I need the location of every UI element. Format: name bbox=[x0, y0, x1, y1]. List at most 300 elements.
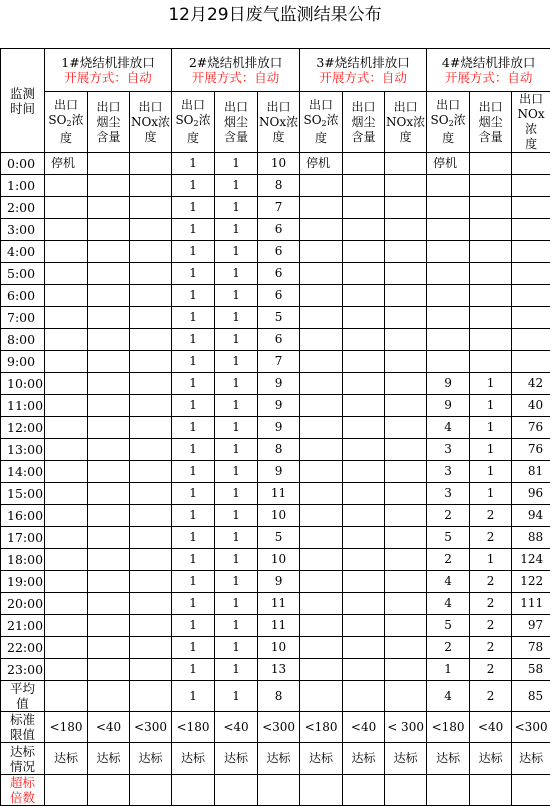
value-cell: 1 bbox=[215, 351, 258, 373]
time-cell: 6:00 bbox=[1, 285, 45, 307]
value-cell bbox=[88, 351, 130, 373]
value-cell bbox=[343, 571, 385, 593]
group-header-1: 1#烧结机排放口 开展方式：自动 bbox=[45, 49, 172, 92]
value-cell bbox=[300, 329, 343, 351]
exceed-cell bbox=[130, 775, 172, 806]
value-cell: 10 bbox=[258, 153, 300, 175]
value-cell bbox=[130, 549, 172, 571]
time-cell: 13:00 bbox=[1, 439, 45, 461]
value-cell bbox=[470, 329, 512, 351]
table-row bbox=[1, 593, 550, 615]
value-cell bbox=[512, 351, 550, 373]
limits-cell: <40 bbox=[343, 712, 385, 743]
value-cell: 1 bbox=[172, 153, 215, 175]
emission-monitoring-table bbox=[0, 48, 550, 806]
value-cell: 1 bbox=[172, 527, 215, 549]
exceed-cell bbox=[258, 775, 300, 806]
value-cell: 4 bbox=[427, 571, 470, 593]
time-cell: 20:00 bbox=[1, 593, 45, 615]
value-cell: 1 bbox=[215, 549, 258, 571]
value-cell: 2 bbox=[470, 637, 512, 659]
group-header-3: 3#烧结机排放口 开展方式：自动 bbox=[300, 49, 427, 92]
value-cell: 1 bbox=[427, 659, 470, 681]
value-cell: 10 bbox=[258, 505, 300, 527]
value-cell: 8 bbox=[258, 175, 300, 197]
value-cell: 122 bbox=[512, 571, 550, 593]
value-cell bbox=[427, 329, 470, 351]
value-cell: 1 bbox=[215, 373, 258, 395]
time-cell: 8:00 bbox=[1, 329, 45, 351]
limits-cell: <180 bbox=[427, 712, 470, 743]
value-cell bbox=[300, 593, 343, 615]
value-cell bbox=[300, 417, 343, 439]
average-cell bbox=[130, 681, 172, 712]
value-cell: 1 bbox=[215, 461, 258, 483]
value-cell: 6 bbox=[258, 285, 300, 307]
value-cell bbox=[470, 219, 512, 241]
value-cell bbox=[385, 219, 427, 241]
exceed-cell bbox=[88, 775, 130, 806]
time-cell: 2:00 bbox=[1, 197, 45, 219]
value-cell bbox=[130, 351, 172, 373]
value-cell: 1 bbox=[215, 307, 258, 329]
value-cell: 42 bbox=[512, 373, 550, 395]
value-cell bbox=[512, 219, 550, 241]
nox-column-header: 出口 NOx浓 度 bbox=[130, 92, 172, 153]
value-cell: 1 bbox=[215, 395, 258, 417]
limits-cell: <40 bbox=[470, 712, 512, 743]
value-cell bbox=[130, 659, 172, 681]
value-cell: 1 bbox=[215, 241, 258, 263]
value-cell bbox=[300, 395, 343, 417]
table-row bbox=[1, 527, 550, 549]
so2-column-header: 出口 $SO_2$浓 度 bbox=[45, 92, 88, 153]
value-cell: 5 bbox=[427, 527, 470, 549]
value-cell bbox=[45, 505, 88, 527]
value-cell bbox=[470, 351, 512, 373]
value-cell bbox=[470, 197, 512, 219]
value-cell bbox=[385, 483, 427, 505]
value-cell: 1 bbox=[172, 637, 215, 659]
value-cell bbox=[88, 439, 130, 461]
value-cell bbox=[300, 373, 343, 395]
table-row bbox=[1, 263, 550, 285]
value-cell bbox=[385, 241, 427, 263]
value-cell bbox=[45, 615, 88, 637]
value-cell: 2 bbox=[470, 527, 512, 549]
value-cell bbox=[385, 417, 427, 439]
value-cell bbox=[300, 659, 343, 681]
value-cell: 8 bbox=[258, 439, 300, 461]
nox-column-header: 出口 NOx浓 度 bbox=[512, 92, 550, 153]
mode-label: 开展方式：自动 bbox=[319, 70, 407, 85]
table-row bbox=[1, 373, 550, 395]
value-cell bbox=[45, 659, 88, 681]
time-cell: 4:00 bbox=[1, 241, 45, 263]
value-cell bbox=[300, 351, 343, 373]
value-cell bbox=[130, 307, 172, 329]
value-cell bbox=[45, 439, 88, 461]
value-cell: 1 bbox=[215, 571, 258, 593]
value-cell: 1 bbox=[172, 351, 215, 373]
value-cell bbox=[385, 615, 427, 637]
value-cell: 1 bbox=[172, 219, 215, 241]
value-cell bbox=[88, 197, 130, 219]
time-cell: 19:00 bbox=[1, 571, 45, 593]
value-cell bbox=[300, 219, 343, 241]
limits-row bbox=[1, 712, 550, 743]
value-cell bbox=[130, 241, 172, 263]
group-header-4: 4#烧结机排放口 开展方式：自动 bbox=[427, 49, 550, 92]
header-row-parameters bbox=[1, 92, 550, 153]
time-cell: 18:00 bbox=[1, 549, 45, 571]
exceed-row bbox=[1, 775, 550, 806]
limits-cell: <40 bbox=[88, 712, 130, 743]
value-cell: 2 bbox=[470, 659, 512, 681]
value-cell bbox=[45, 549, 88, 571]
value-cell: 5 bbox=[258, 307, 300, 329]
value-cell bbox=[385, 263, 427, 285]
value-cell bbox=[45, 241, 88, 263]
average-cell: 1 bbox=[172, 681, 215, 712]
mode-label: 开展方式：自动 bbox=[444, 70, 533, 85]
table-row bbox=[1, 549, 550, 571]
value-cell bbox=[88, 505, 130, 527]
value-cell bbox=[512, 175, 550, 197]
value-cell bbox=[470, 241, 512, 263]
value-cell bbox=[88, 571, 130, 593]
value-cell bbox=[300, 175, 343, 197]
value-cell: 10 bbox=[258, 637, 300, 659]
compliance-label: 达标 情况 bbox=[1, 743, 45, 775]
value-cell: 1 bbox=[215, 329, 258, 351]
value-cell bbox=[470, 175, 512, 197]
value-cell bbox=[343, 351, 385, 373]
value-cell bbox=[88, 285, 130, 307]
value-cell bbox=[300, 307, 343, 329]
table-row bbox=[1, 285, 550, 307]
value-cell bbox=[427, 263, 470, 285]
value-cell bbox=[385, 637, 427, 659]
table-row bbox=[1, 615, 550, 637]
value-cell: 13 bbox=[258, 659, 300, 681]
exceed-label: 超标 倍数 bbox=[1, 775, 45, 806]
value-cell bbox=[427, 219, 470, 241]
value-cell: 1 bbox=[215, 285, 258, 307]
value-cell bbox=[343, 417, 385, 439]
value-cell: 76 bbox=[512, 417, 550, 439]
value-cell bbox=[385, 153, 427, 175]
value-cell bbox=[45, 483, 88, 505]
value-cell: 1 bbox=[215, 659, 258, 681]
compliance-cell: 达标 bbox=[45, 743, 88, 775]
value-cell bbox=[343, 175, 385, 197]
value-cell bbox=[88, 175, 130, 197]
value-cell bbox=[470, 263, 512, 285]
time-cell: 23:00 bbox=[1, 659, 45, 681]
compliance-cell: 达标 bbox=[385, 743, 427, 775]
value-cell: 97 bbox=[512, 615, 550, 637]
average-cell: 2 bbox=[470, 681, 512, 712]
value-cell bbox=[470, 285, 512, 307]
value-cell: 4 bbox=[427, 417, 470, 439]
value-cell: 1 bbox=[172, 593, 215, 615]
value-cell: 1 bbox=[172, 373, 215, 395]
value-cell bbox=[130, 637, 172, 659]
value-cell bbox=[385, 527, 427, 549]
value-cell bbox=[343, 505, 385, 527]
average-cell bbox=[343, 681, 385, 712]
exceed-cell bbox=[512, 775, 550, 806]
value-cell bbox=[45, 197, 88, 219]
average-cell: 1 bbox=[215, 681, 258, 712]
table-row bbox=[1, 659, 550, 681]
average-cell bbox=[385, 681, 427, 712]
compliance-cell: 达标 bbox=[130, 743, 172, 775]
value-cell: 2 bbox=[470, 571, 512, 593]
value-cell bbox=[130, 197, 172, 219]
value-cell: 1 bbox=[172, 197, 215, 219]
value-cell: 81 bbox=[512, 461, 550, 483]
dust-column-header: 出口 烟尘 含量 bbox=[215, 92, 258, 153]
value-cell: 6 bbox=[258, 263, 300, 285]
value-cell: 58 bbox=[512, 659, 550, 681]
dust-column-header: 出口 烟尘 含量 bbox=[343, 92, 385, 153]
average-label: 平均 值 bbox=[1, 681, 45, 712]
compliance-cell: 达标 bbox=[258, 743, 300, 775]
value-cell: 10 bbox=[258, 549, 300, 571]
average-cell bbox=[45, 681, 88, 712]
value-cell bbox=[512, 197, 550, 219]
time-cell: 14:00 bbox=[1, 461, 45, 483]
exceed-cell bbox=[172, 775, 215, 806]
value-cell bbox=[427, 197, 470, 219]
value-cell bbox=[300, 571, 343, 593]
value-cell bbox=[45, 329, 88, 351]
value-cell bbox=[88, 241, 130, 263]
value-cell: 11 bbox=[258, 593, 300, 615]
value-cell bbox=[88, 527, 130, 549]
value-cell bbox=[88, 615, 130, 637]
group-header-2: 2#烧结机排放口 开展方式：自动 bbox=[172, 49, 300, 92]
value-cell: 6 bbox=[258, 241, 300, 263]
value-cell: 3 bbox=[427, 439, 470, 461]
value-cell bbox=[45, 263, 88, 285]
table-row bbox=[1, 175, 550, 197]
table-row bbox=[1, 461, 550, 483]
value-cell bbox=[512, 263, 550, 285]
exceed-cell bbox=[215, 775, 258, 806]
value-cell bbox=[130, 571, 172, 593]
value-cell: 5 bbox=[427, 615, 470, 637]
value-cell bbox=[130, 219, 172, 241]
compliance-cell: 达标 bbox=[427, 743, 470, 775]
value-cell bbox=[512, 285, 550, 307]
value-cell bbox=[343, 373, 385, 395]
time-cell: 17:00 bbox=[1, 527, 45, 549]
value-cell: 1 bbox=[215, 505, 258, 527]
value-cell: 1 bbox=[172, 241, 215, 263]
table-row bbox=[1, 351, 550, 373]
value-cell: 1 bbox=[172, 285, 215, 307]
value-cell bbox=[385, 307, 427, 329]
value-cell bbox=[45, 351, 88, 373]
average-cell: 8 bbox=[258, 681, 300, 712]
value-cell bbox=[130, 483, 172, 505]
value-cell bbox=[130, 527, 172, 549]
value-cell: 1 bbox=[470, 417, 512, 439]
value-cell bbox=[300, 505, 343, 527]
value-cell: 111 bbox=[512, 593, 550, 615]
value-cell: 1 bbox=[172, 549, 215, 571]
nox-column-header: 出口 NOx浓 度 bbox=[385, 92, 427, 153]
value-cell: 94 bbox=[512, 505, 550, 527]
time-cell: 1:00 bbox=[1, 175, 45, 197]
value-cell bbox=[343, 285, 385, 307]
table-row bbox=[1, 153, 550, 175]
value-cell: 3 bbox=[427, 483, 470, 505]
value-cell bbox=[45, 285, 88, 307]
value-cell bbox=[512, 329, 550, 351]
value-cell bbox=[130, 505, 172, 527]
value-cell bbox=[343, 637, 385, 659]
value-cell: 停机 bbox=[300, 153, 343, 175]
value-cell: 1 bbox=[215, 439, 258, 461]
value-cell bbox=[427, 175, 470, 197]
limits-cell: <300 bbox=[130, 712, 172, 743]
value-cell bbox=[130, 373, 172, 395]
value-cell: 11 bbox=[258, 483, 300, 505]
value-cell bbox=[385, 549, 427, 571]
average-cell bbox=[300, 681, 343, 712]
table-row bbox=[1, 307, 550, 329]
value-cell bbox=[343, 329, 385, 351]
value-cell bbox=[300, 197, 343, 219]
compliance-cell: 达标 bbox=[343, 743, 385, 775]
value-cell bbox=[45, 373, 88, 395]
value-cell: 1 bbox=[215, 483, 258, 505]
value-cell: 40 bbox=[512, 395, 550, 417]
value-cell bbox=[45, 175, 88, 197]
table-row bbox=[1, 197, 550, 219]
value-cell bbox=[385, 197, 427, 219]
value-cell bbox=[427, 285, 470, 307]
value-cell: 1 bbox=[172, 263, 215, 285]
value-cell: 1 bbox=[172, 483, 215, 505]
value-cell bbox=[343, 439, 385, 461]
limits-label: 标准 限值 bbox=[1, 712, 45, 743]
value-cell bbox=[130, 439, 172, 461]
value-cell: 1 bbox=[470, 483, 512, 505]
value-cell: 1 bbox=[470, 461, 512, 483]
value-cell bbox=[45, 637, 88, 659]
value-cell bbox=[130, 153, 172, 175]
value-cell bbox=[385, 329, 427, 351]
value-cell bbox=[45, 395, 88, 417]
value-cell: 停机 bbox=[427, 153, 470, 175]
value-cell: 1 bbox=[470, 549, 512, 571]
time-cell: 16:00 bbox=[1, 505, 45, 527]
table-row bbox=[1, 241, 550, 263]
value-cell: 1 bbox=[470, 373, 512, 395]
value-cell bbox=[385, 571, 427, 593]
value-cell: 1 bbox=[172, 615, 215, 637]
value-cell: 3 bbox=[427, 461, 470, 483]
value-cell bbox=[130, 285, 172, 307]
value-cell: 1 bbox=[215, 615, 258, 637]
value-cell bbox=[385, 659, 427, 681]
dust-column-header: 出口 烟尘 含量 bbox=[470, 92, 512, 153]
value-cell: 7 bbox=[258, 197, 300, 219]
limits-cell: <300 bbox=[258, 712, 300, 743]
time-cell: 3:00 bbox=[1, 219, 45, 241]
value-cell bbox=[88, 483, 130, 505]
value-cell bbox=[343, 153, 385, 175]
value-cell bbox=[343, 461, 385, 483]
value-cell bbox=[385, 505, 427, 527]
value-cell: 1 bbox=[172, 329, 215, 351]
time-cell: 21:00 bbox=[1, 615, 45, 637]
value-cell: 1 bbox=[172, 659, 215, 681]
value-cell: 9 bbox=[258, 571, 300, 593]
header-row-groups bbox=[1, 49, 550, 92]
value-cell bbox=[88, 549, 130, 571]
exceed-cell bbox=[343, 775, 385, 806]
value-cell bbox=[470, 153, 512, 175]
value-cell bbox=[45, 307, 88, 329]
compliance-cell: 达标 bbox=[512, 743, 550, 775]
value-cell bbox=[45, 219, 88, 241]
value-cell bbox=[130, 329, 172, 351]
value-cell: 1 bbox=[172, 571, 215, 593]
table-row bbox=[1, 637, 550, 659]
value-cell: 1 bbox=[215, 527, 258, 549]
value-cell bbox=[343, 197, 385, 219]
value-cell: 6 bbox=[258, 219, 300, 241]
value-cell: 2 bbox=[427, 505, 470, 527]
value-cell bbox=[300, 527, 343, 549]
value-cell bbox=[385, 351, 427, 373]
value-cell: 96 bbox=[512, 483, 550, 505]
value-cell bbox=[385, 373, 427, 395]
value-cell bbox=[88, 395, 130, 417]
table-row bbox=[1, 219, 550, 241]
time-cell: 0:00 bbox=[1, 153, 45, 175]
compliance-cell: 达标 bbox=[300, 743, 343, 775]
exceed-cell bbox=[300, 775, 343, 806]
value-cell: 1 bbox=[172, 461, 215, 483]
value-cell bbox=[300, 241, 343, 263]
value-cell: 1 bbox=[172, 395, 215, 417]
so2-column-header: 出口 $SO_2$浓 度 bbox=[300, 92, 343, 153]
value-cell bbox=[343, 659, 385, 681]
time-cell: 5:00 bbox=[1, 263, 45, 285]
value-cell bbox=[343, 549, 385, 571]
value-cell: 7 bbox=[258, 351, 300, 373]
page-title: 12月29日废气监测结果公布 bbox=[168, 5, 382, 25]
value-cell: 78 bbox=[512, 637, 550, 659]
compliance-row bbox=[1, 743, 550, 775]
value-cell: 1 bbox=[215, 263, 258, 285]
value-cell bbox=[88, 461, 130, 483]
value-cell: 停机 bbox=[45, 153, 88, 175]
value-cell bbox=[343, 219, 385, 241]
value-cell bbox=[343, 593, 385, 615]
value-cell bbox=[343, 615, 385, 637]
value-cell: 1 bbox=[215, 153, 258, 175]
time-cell: 11:00 bbox=[1, 395, 45, 417]
time-cell: 7:00 bbox=[1, 307, 45, 329]
